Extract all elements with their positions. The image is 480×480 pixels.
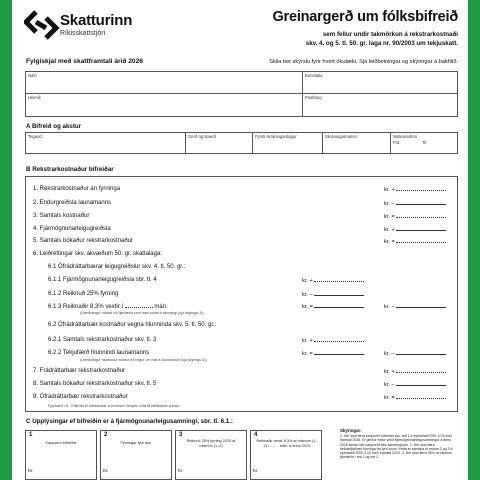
months-unit: mán. (154, 304, 168, 310)
divider (390, 132, 391, 154)
row-6-2: 6.2 Ófrádráttarbær kostnaður vegna hlunninda skv. 5. tl. 50. gr.: (48, 322, 217, 328)
skyringar-title: Skýringar: (340, 428, 362, 433)
kr-label: kr. + (384, 369, 395, 375)
row-6-2-1-amount[interactable] (302, 337, 364, 344)
c-box-4[interactable] (250, 430, 322, 480)
row-8-amount[interactable] (384, 381, 446, 388)
skraningarnumer-field[interactable]: Skráningarnúmer (325, 134, 358, 139)
amount-line (396, 213, 446, 218)
row-6-2-2: 6.2.2 Tekjufærð hlunnindi launamanns (48, 350, 150, 356)
tegund-field[interactable]: Tegund (28, 134, 42, 139)
row-6-1-3-note: (Útreikningur miðast við fjárhæðir sem fram koma á samningi (sjá skýringu 3)) (80, 311, 204, 315)
c-box-3-number: 3 (179, 432, 183, 438)
kr-label: kr. = (302, 304, 313, 310)
amount-line (314, 350, 364, 355)
amount-line (396, 368, 446, 373)
fra-label: Frá (393, 140, 400, 145)
amount-line (396, 226, 446, 231)
nafn-field[interactable]: Nafn (28, 73, 37, 78)
amount-line (396, 350, 446, 355)
amount-line (396, 186, 446, 191)
row-2: 2. Endurgreiðsla launamanns (33, 200, 112, 206)
kr-label: kr. – (384, 201, 395, 207)
divider (322, 132, 323, 154)
skatturinn-logo-icon (24, 10, 60, 40)
row-1: 1. Rekstrarkostnaður án fyrninga (33, 186, 121, 192)
brand-name: Skatturinn (60, 12, 133, 29)
form-subtitle-line-2: skv. 4. og 5. tl. 50. gr. laga nr. 90/2003 um tekjuskatt. (305, 40, 458, 47)
row-6-1-2: 6.1.2 Reiknuð 25% fyrning (48, 291, 119, 297)
c-box-1[interactable] (25, 430, 97, 480)
kr-label: kr. + (302, 278, 313, 284)
kr-label: kr. – (384, 382, 395, 388)
row-6-1-3-total[interactable] (384, 303, 446, 310)
kr-label: kr. = (384, 395, 395, 401)
row-4-amount[interactable] (384, 226, 446, 233)
c-box-3-label: Reiknuð 25% fyrning 2025 af mismun (1–2) (186, 439, 236, 448)
kr-label: kr. + (302, 338, 313, 344)
postfang-field[interactable]: Póstfang (305, 95, 322, 100)
instructions-note: Skila ber skýrslu fyrir hvert ökutæki. Sjá leiðbeiningar og skýringar á bakhlið. (269, 59, 458, 65)
section-a-title: A Bifreið og akstur (26, 123, 82, 130)
kennitala-field[interactable]: Kennitala (305, 73, 323, 78)
amount-line (396, 200, 446, 205)
section-c-title: C Upplýsingar ef bifreiðin er á fjármögnunarleigusamningi, sbr. tl. 6.1.: (26, 418, 233, 425)
amount-line (396, 238, 446, 243)
row-9-note: Fjárhæð í tl. 9 færist til hækkunar á hreinum tekjum eða til lækkunar á tapi. (48, 403, 180, 408)
c-box-3-kr: Kr. (178, 468, 184, 473)
row-1-amount[interactable] (384, 186, 446, 193)
c-box-1-label: Kaupverð bifreiðar (45, 441, 77, 445)
c-box-1-kr: Kr. (28, 468, 34, 473)
row-6-2-2-note: (Útreikningur hlunninda miðast við reglur um mat á hlunnindum (sjá skýringu 4)) (80, 358, 207, 362)
row-5: 5. Samtals bókaður rekstrarkostnaður (33, 238, 134, 244)
c-box-4-kr: Kr. (253, 468, 259, 473)
kr-label: kr. – (384, 304, 395, 310)
row-6-1-1-amount[interactable] (302, 277, 364, 284)
divider (25, 93, 458, 94)
fyrsti-skraningardagur-field[interactable]: Fyrsti skráningardagur (255, 134, 297, 139)
kr-label: kr. = (384, 214, 395, 220)
heimili-field[interactable]: Heimili (28, 95, 41, 100)
right-green-band (468, 0, 480, 480)
notkunartimi-field[interactable]: Notkunartími (393, 134, 417, 139)
section-b-title: B Rekstrarkostnaður bifreiðar (26, 166, 114, 173)
c-box-3[interactable] (175, 430, 247, 480)
row-6-1-3 (48, 303, 168, 310)
row-3: 3. Samtals kostnaður (33, 213, 90, 219)
divider (185, 132, 186, 154)
form-subtitle (306, 30, 458, 48)
row-6: 6. Leiðréttingar skv. ákvæðum 50. gr. skattalaga: (33, 251, 162, 257)
kr-label: kr. + (384, 227, 395, 233)
c-box-1-number: 1 (29, 432, 33, 438)
kr-label: kr. + (384, 187, 395, 193)
amount-line (314, 291, 364, 296)
c-box-4-label: Reiknaðir vextir 8,3% af mismun (1–2) í ........ mán. á árinu 2025 (256, 439, 318, 448)
row-9: 9. Ófrádráttarbær rekstrarkostnaður (33, 394, 128, 400)
row-3-amount[interactable] (384, 213, 446, 220)
kr-label: kr. = (302, 351, 313, 357)
row-7: 7. Frádráttarbær rekstrarkostnaður (33, 368, 126, 374)
amount-line (396, 303, 446, 308)
amount-line (396, 394, 446, 399)
row-6-2-2-total[interactable] (384, 350, 446, 357)
row-6-2-2-amount[interactable] (302, 350, 364, 357)
c-box-2-kr: Kr. (103, 468, 109, 473)
til-label: Til (422, 140, 427, 145)
brand (60, 13, 132, 38)
fylgiskjal-label: Fylgiskjal með skattframtali árið 2026 (26, 58, 143, 65)
row-2-amount[interactable] (384, 200, 446, 207)
kr-label: kr. = (384, 239, 395, 245)
row-6-1-3-amount[interactable] (302, 303, 364, 310)
taxpayer-id-table (25, 71, 458, 117)
row-9-amount[interactable] (384, 394, 446, 401)
c-box-2[interactable] (100, 430, 172, 480)
amount-line (396, 381, 446, 386)
skyringar-text: 1. Hér skal færa kaupverð bifreiðar skv. reit 1 á eyðublaði RSK 4.03 með framtali 2025. Ef gerður hefur verið fjármögnunarleigusamningur á árinu 2025 kemur hér kaupverð skv. samningnum. 2. Hér skal færa heildarfjárhæð fyrninga frá fyrri árum. Þetta er samtala úr reitum 2 og 3 á eyðublaði RSK 4.03 með framtali 2025. 3. Hér skal færa 25% af mismun fjárhæða í reit 1 og reit 2. (340, 434, 453, 460)
row-4: 4. Fjármögnunarleigugreiðsla (33, 226, 111, 232)
months-input[interactable] (125, 303, 153, 308)
c-box-2-label: Fyrningar fyrir ára. (120, 441, 152, 445)
row-6-1-1: 6.1.1 Fjármögnunarleigugreiðsla sbr. tl. 4 (48, 277, 157, 283)
kr-label: kr. – (302, 292, 313, 298)
amount-line (314, 303, 364, 308)
row-8: 8. Samtals bókaður rekstrarkostnaður skv. tl. 5 (33, 381, 157, 387)
brand-subtitle: Ríkisskattstjóri (60, 30, 106, 37)
c-box-4-number: 4 (254, 432, 258, 438)
form-title: Greinargerð um fólksbifreið (272, 9, 458, 25)
row-6-1: 6.1 Ófrádráttarbærar leigugreiðslur skv. 4. tl. 50. gr.: (48, 264, 186, 270)
row-5-amount[interactable] (384, 238, 446, 245)
row-6-1-3-label: 6.1.3 Reiknaðir 8,3% vextir í (48, 304, 124, 310)
divider (302, 71, 303, 117)
amount-line (314, 337, 364, 342)
c-box-2-number: 2 (104, 432, 108, 438)
form-subtitle-line-1: sem fellur undir takmörkun á rekstrarkostnaði (322, 31, 458, 38)
gerd-field[interactable]: Gerð og staerð (188, 134, 216, 139)
amount-line (314, 277, 364, 282)
row-6-1-2-amount[interactable] (302, 291, 364, 298)
row-6-2-1: 6.2.1 Samtals rekstrarkostnaður skv. tl. 3 (48, 337, 157, 343)
form-page (20, 0, 460, 480)
left-green-band (0, 0, 12, 480)
row-7-amount[interactable] (384, 368, 446, 375)
divider (252, 132, 253, 154)
kr-label: kr. – (384, 351, 395, 357)
